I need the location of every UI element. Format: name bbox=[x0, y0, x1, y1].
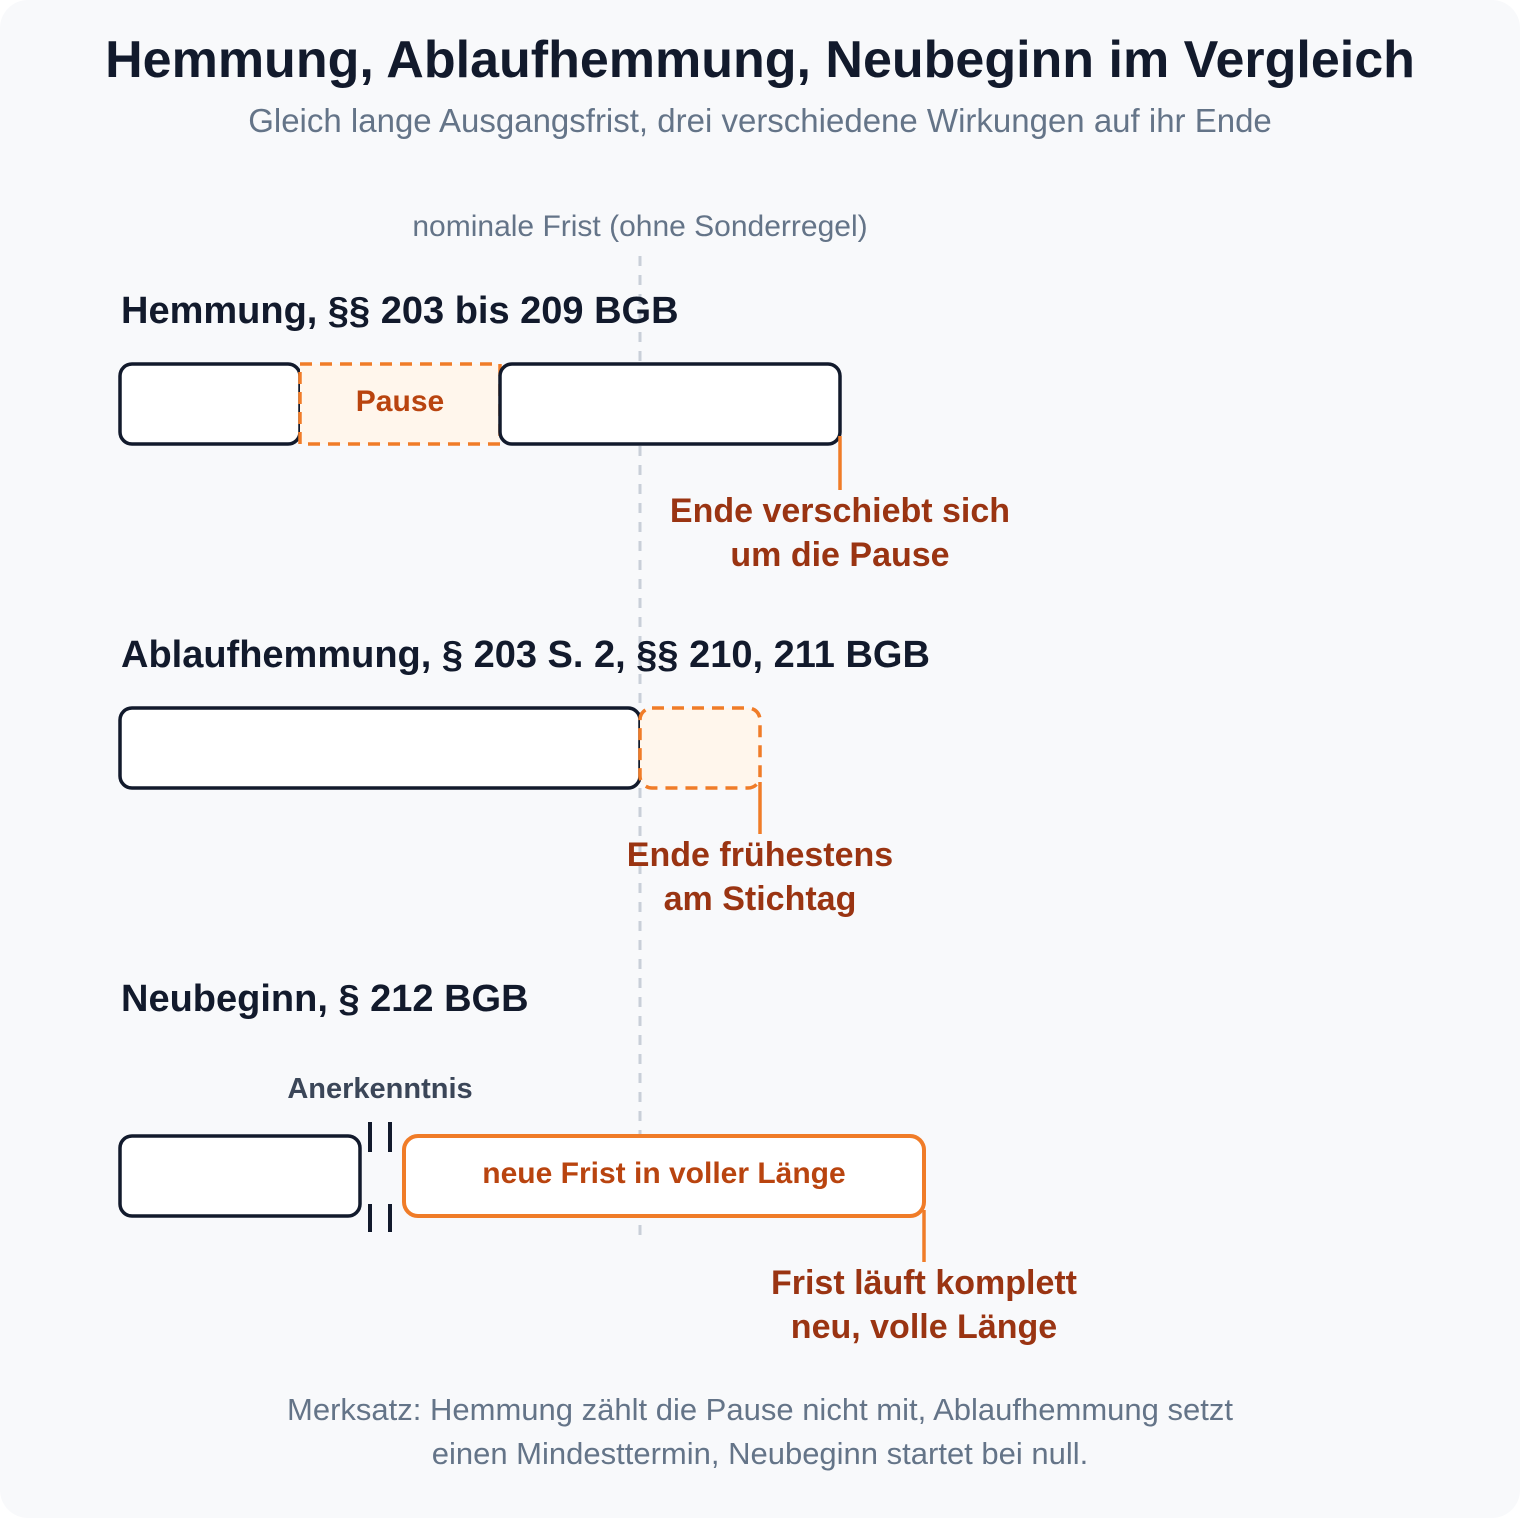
footnote-line-1: Merksatz: Hemmung zählt die Pause nicht mit, Ablaufhemmung setzt bbox=[287, 1392, 1233, 1427]
ablaufhemmung-extension bbox=[640, 708, 760, 788]
neubeginn-annotation-line-2: neu, volle Länge bbox=[790, 1308, 1058, 1346]
anerkenntnis-label: Anerkenntnis bbox=[287, 1073, 473, 1105]
neubeginn-heading: Neubeginn, § 212 BGB bbox=[121, 978, 529, 1020]
neubeginn-annotation-line-1: Frist läuft komplett bbox=[770, 1264, 1078, 1302]
neubeginn-annotation bbox=[724, 1261, 1124, 1349]
hemmung-heading: Hemmung, §§ 203 bis 209 BGB bbox=[121, 290, 679, 332]
neubeginn-segment-label: neue Frist in voller Länge bbox=[482, 1157, 846, 1190]
ablaufhemmung-heading: Ablaufhemmung, § 203 S. 2, §§ 210, 211 BGB bbox=[121, 634, 930, 676]
ablaufhemmung-period bbox=[120, 708, 640, 788]
anerkenntnis-break-marker bbox=[370, 1122, 390, 1232]
footnote-line-2: einen Mindesttermin, Neubeginn startet bei null. bbox=[431, 1436, 1089, 1471]
ablaufhemmung-annotation-line-2: am Stichtag bbox=[663, 880, 857, 918]
ablaufhemmung-annotation-line-1: Ende frühestens bbox=[626, 836, 894, 874]
hemmung-annotation-line-2: um die Pause bbox=[730, 536, 950, 574]
hemmung-period-after bbox=[500, 364, 840, 444]
diagram-subtitle: Gleich lange Ausgangsfrist, drei verschiedene Wirkungen auf ihr Ende bbox=[248, 102, 1272, 139]
neubeginn-period-before bbox=[120, 1136, 360, 1216]
hemmung-pause-label: Pause bbox=[355, 385, 445, 418]
ablaufhemmung-annotation bbox=[560, 833, 960, 921]
hemmung-period-before bbox=[120, 364, 300, 444]
hemmung-annotation-line-1: Ende verschiebt sich bbox=[669, 492, 1011, 530]
diagram-title: Hemmung, Ablaufhemmung, Neubeginn im Vergleich bbox=[105, 31, 1415, 89]
nominal-deadline-label: nominale Frist (ohne Sonderregel) bbox=[412, 210, 868, 243]
footnote-merksatz bbox=[0, 1388, 1520, 1476]
hemmung-annotation bbox=[640, 489, 1040, 577]
